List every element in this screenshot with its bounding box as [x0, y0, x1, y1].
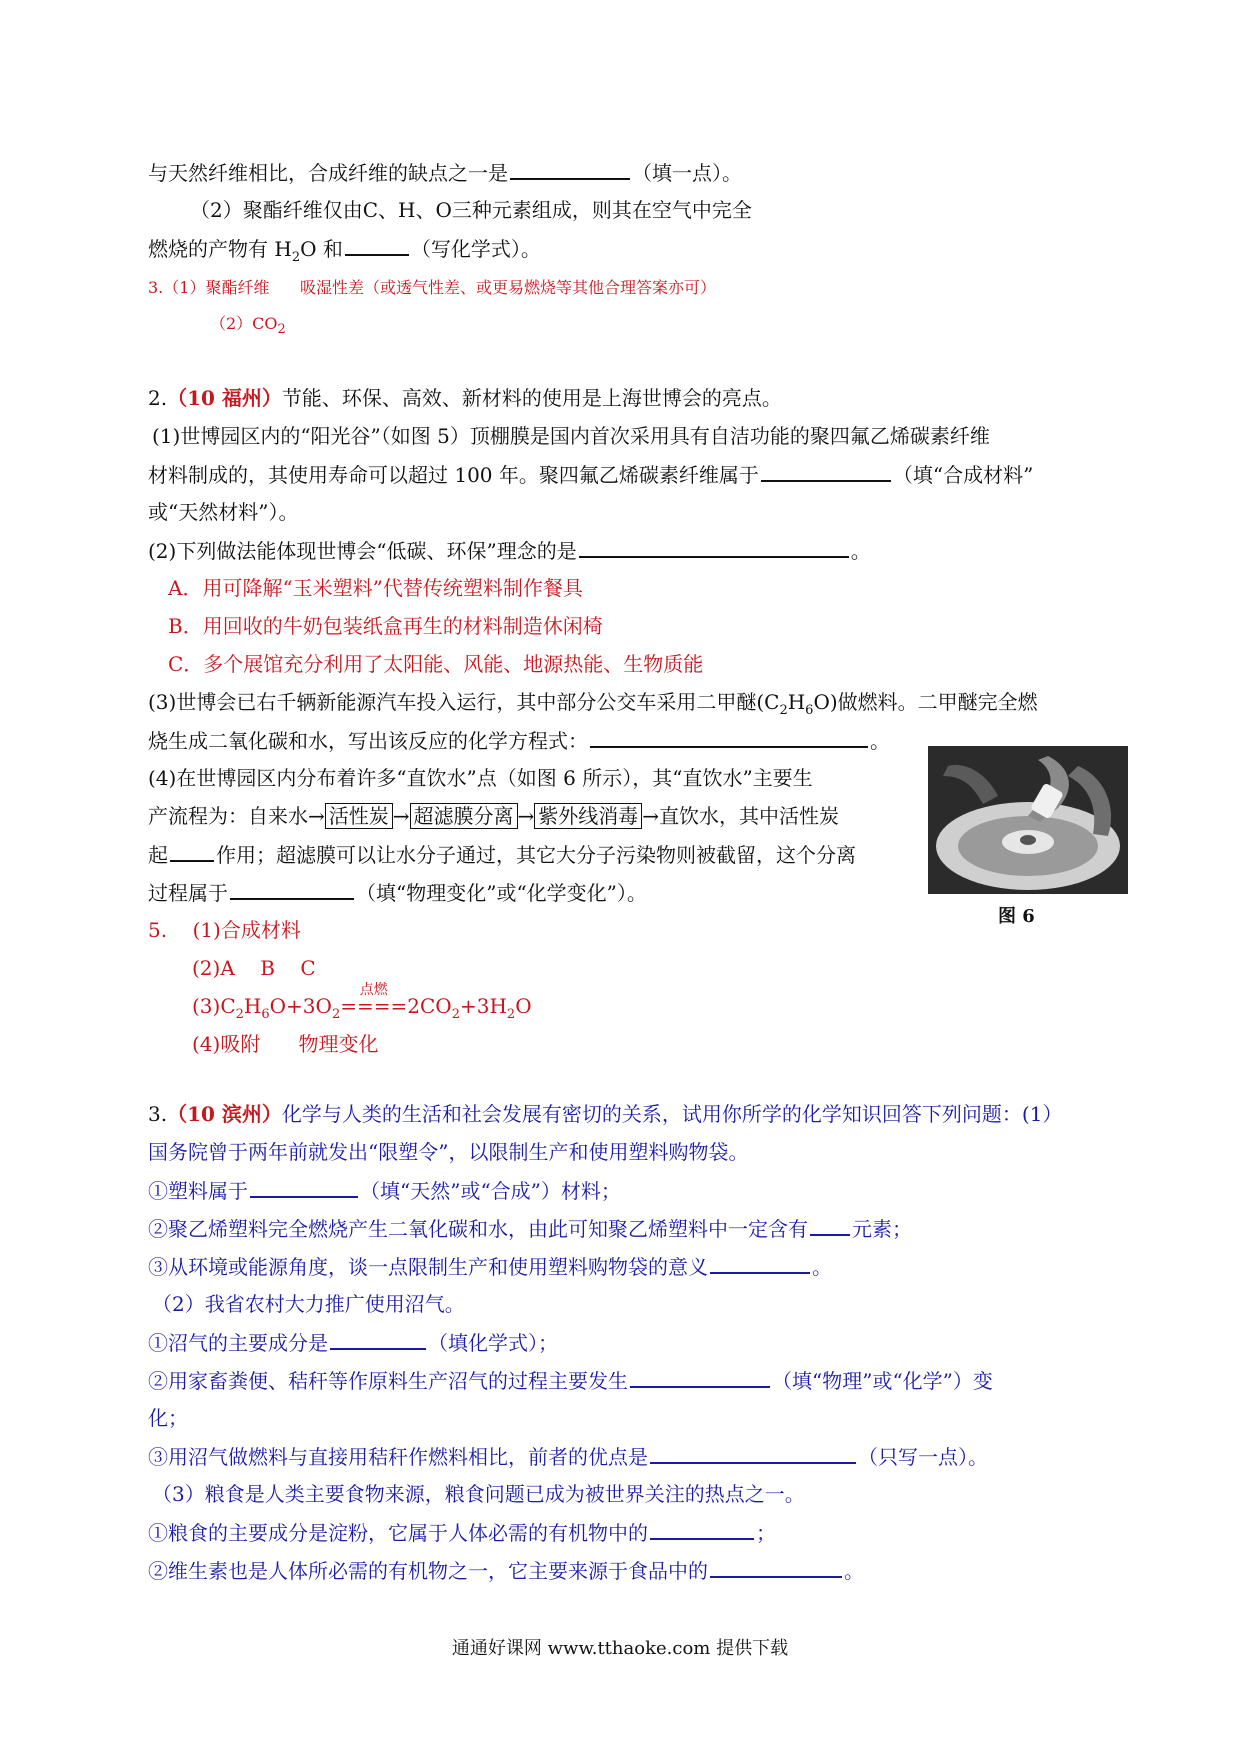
q2-answer-2	[192, 954, 316, 982]
q3-text: 。	[844, 1559, 864, 1583]
q1-line2	[190, 196, 752, 224]
q2-text: 。	[870, 729, 890, 753]
answer-blank	[579, 536, 849, 558]
q3-text: （3）粮食是人类主要食物来源，粮食问题已成为被世界关注的热点之一。	[152, 1482, 805, 1506]
q2-p1c	[148, 498, 298, 526]
source-tag: （10 滨州）	[167, 1102, 282, 1126]
q2-text: (3)世博会已右千辆新能源汽车投入运行，其中部分公交车采用二甲醚(C	[148, 690, 780, 714]
arrow-icon: →	[392, 804, 410, 828]
answer-blank	[230, 878, 354, 900]
q1-text: 与天然纤维相比，合成纤维的缺点之一是	[148, 161, 508, 185]
subscript: 2	[277, 322, 286, 338]
q3-text: ②用家畜粪便、秸秆等作原料生产沼气的过程主要发生	[148, 1369, 628, 1393]
q2-p2	[148, 536, 871, 565]
question-number: 3.	[148, 1102, 168, 1126]
q2-answer-3	[192, 982, 532, 1029]
q3-t1	[148, 1328, 558, 1357]
q1-text: （2）聚酯纤维仅由C、H、O三种元素组成，则其在空气中完全	[190, 198, 752, 222]
answer-text: O+3O	[269, 994, 332, 1018]
water-fountain-photo	[928, 746, 1128, 894]
subscript: 2	[779, 703, 788, 718]
arrow-icon: →	[308, 804, 325, 828]
q2-text: 过程属于	[148, 881, 228, 905]
q1-text: 燃烧的产物有 H	[148, 237, 292, 261]
q3-text: 国务院曾于两年前就发出“限塑令”，以限制生产和使用塑料购物袋。	[148, 1140, 749, 1164]
answer-number: 5.	[148, 918, 168, 942]
q2-p3a	[148, 688, 1038, 725]
q3-text: （填“天然”或“合成”）材料；	[360, 1179, 621, 1203]
figure-caption: 图 6	[998, 906, 1035, 927]
q2-option-c	[168, 650, 703, 678]
answer-blank	[810, 1214, 850, 1236]
q2-p3b	[148, 726, 890, 755]
source-tag: （10 福州）	[167, 386, 282, 410]
q3-text: （只写一点）。	[858, 1445, 988, 1469]
q3-text: 化学与人类的生活和社会发展有密切的关系，试用你所学的化学知识回答下列问题：(1）	[281, 1102, 1063, 1126]
q1-answer-1	[148, 274, 716, 302]
answer-blank	[710, 1556, 842, 1578]
q3-text: ①沼气的主要成分是	[148, 1331, 328, 1355]
answer-text: (4)吸附 物理变化	[192, 1032, 379, 1056]
process-box: 活性炭	[325, 803, 393, 829]
answer-blank	[710, 1252, 810, 1274]
q3-intro-b	[148, 1138, 748, 1166]
q2-text: 材料制成的，其使用寿命可以超过 100 年。聚四氟乙烯碳素纤维属于	[148, 463, 759, 487]
q2-p4c	[148, 840, 856, 869]
reaction-condition: 点燃	[359, 982, 388, 998]
arrow-icon: →	[517, 804, 535, 828]
q2-text: 产流程为：自来水	[148, 804, 308, 828]
q3-s1	[148, 1176, 621, 1205]
q3-t2c	[148, 1404, 188, 1432]
answer-text: (2)A B C	[192, 956, 316, 980]
q2-p1b	[148, 460, 1033, 489]
q3-p2	[152, 1290, 465, 1318]
q2-text: (4)在世博园区内分布着许多“直饮水”点（如图 6 所示），其“直饮水”主要生	[148, 766, 813, 790]
q2-text: （填“物理变化”或“化学变化”）。	[356, 881, 647, 905]
answer-blank	[630, 1366, 770, 1388]
figure-6-photo	[928, 746, 1128, 894]
answer-blank	[510, 158, 630, 180]
q2-option-b	[168, 612, 603, 640]
q3-s3	[148, 1252, 832, 1281]
process-box: 紫外线消毒	[534, 803, 642, 829]
answer-blank	[650, 1442, 856, 1464]
q2-text: 作用；超滤膜可以让水分子通过，其它大分子污染物则被截留，这个分离	[216, 843, 856, 867]
q3-text: （填化学式）；	[428, 1331, 558, 1355]
q2-text: （填“合成材料”	[892, 463, 1034, 487]
answer-text: 3.（1）聚酯纤维 吸湿性差（或透气性差、或更易燃烧等其他合理答案亦可）	[148, 278, 716, 297]
answer-text: +3H	[459, 994, 507, 1018]
option-text: A．用可降解“玉米塑料”代替传统塑料制作餐具	[168, 576, 583, 600]
q2-text: H	[787, 690, 806, 714]
q1-text: （填一点）。	[632, 161, 742, 185]
answer-text: O	[515, 994, 532, 1018]
answer-text: H	[243, 994, 262, 1018]
q1-text: （写化学式）。	[410, 237, 541, 261]
q3-text: ③从环境或能源角度，谈一点限制生产和使用塑料购物袋的意义	[148, 1255, 708, 1279]
q2-text: 烧生成二氧化碳和水，写出该反应的化学方程式：	[148, 729, 588, 753]
q3-text: （2）我省农村大力推广使用沼气。	[152, 1292, 465, 1316]
option-text: B．用回收的牛奶包装纸盒再生的材料制造休闲椅	[168, 614, 603, 638]
q2-text: (2)下列做法能体现世博会“低碳、环保”理念的是	[148, 539, 577, 563]
arrow-icon: →	[642, 804, 660, 828]
question-number: 2.	[148, 386, 168, 410]
q2-text: (1)世博园区内的“阳光谷”（如图 5）顶棚膜是国内首次采用具有自洁功能的聚四氟乙烯碳素纤维	[152, 424, 990, 448]
subscript: 2	[451, 1007, 460, 1022]
reaction-arrow	[340, 982, 408, 1020]
answer-text: （2）CO	[210, 314, 278, 333]
q3-text: （填“物理”或“化学”）变	[772, 1369, 993, 1393]
q3-text: ②维生素也是人体所必需的有机物之一，它主要来源于食品中的	[148, 1559, 708, 1583]
q2-option-a	[168, 574, 583, 602]
answer-blank	[650, 1518, 754, 1540]
subscript: 6	[805, 703, 814, 718]
q2-p1a	[152, 422, 990, 450]
answer-blank	[590, 726, 868, 748]
q3-text: 。	[812, 1255, 832, 1279]
answer-blank	[761, 460, 891, 482]
q2-answer-1	[148, 916, 301, 944]
q1-line1	[148, 158, 742, 187]
q3-text: ①塑料属于	[148, 1179, 248, 1203]
answer-blank	[330, 1328, 426, 1350]
q2-p4b	[148, 802, 839, 830]
q2-text: 或“天然材料”）。	[148, 500, 299, 524]
q1-line3	[148, 234, 541, 272]
q2-text: 。	[850, 539, 871, 563]
q3-text: 化；	[148, 1406, 188, 1430]
subscript: 2	[506, 1007, 516, 1022]
answer-text: (1)合成材料	[192, 918, 301, 942]
q3-text: ②聚乙烯塑料完全燃烧产生二氧化碳和水，由此可知聚乙烯塑料中一定含有	[148, 1217, 808, 1241]
page-footer: 通通好课网 www.tthaoke.com 提供下载	[451, 1638, 789, 1659]
q3-text: ；	[756, 1521, 776, 1545]
q3-intro-a	[148, 1100, 1062, 1128]
q1-text: O 和	[300, 237, 343, 261]
answer-blank	[250, 1176, 358, 1198]
q2-intro	[148, 384, 782, 412]
answer-blank	[170, 840, 214, 862]
q3-p3	[152, 1480, 805, 1508]
process-box: 超滤膜分离	[410, 803, 518, 829]
subscript: 6	[261, 1007, 270, 1022]
q2-answer-4	[192, 1030, 378, 1058]
option-text: C．多个展馆充分利用了太阳能、风能、地源热能、生物质能	[168, 652, 704, 676]
q3-text: 元素；	[852, 1217, 912, 1241]
q1-answer-2	[210, 310, 286, 344]
subscript: 2	[291, 250, 301, 265]
answer-blank	[345, 234, 409, 256]
equals-sign: ====	[340, 994, 408, 1018]
subscript: 2	[331, 1007, 341, 1022]
q2-p4a	[148, 764, 813, 792]
answer-text: 2CO	[407, 994, 452, 1018]
answer-text: (3)C	[192, 994, 236, 1018]
q3-text: ③用沼气做燃料与直接用秸秆作燃料相比，前者的优点是	[148, 1445, 648, 1469]
q3-t3	[148, 1442, 988, 1471]
q2-p4d	[148, 878, 647, 907]
subscript: 2	[235, 1007, 244, 1022]
q3-u1	[148, 1518, 776, 1547]
q2-text: 起	[148, 843, 168, 867]
q3-t2	[148, 1366, 993, 1395]
q2-text: 直饮水，其中活性炭	[659, 804, 840, 828]
q3-u2	[148, 1556, 864, 1585]
q3-text: ①粮食的主要成分是淀粉，它属于人体必需的有机物中的	[148, 1521, 648, 1545]
q2-text: O)做燃料。二甲醚完全燃	[813, 690, 1038, 714]
q3-s2	[148, 1214, 912, 1243]
q2-text: 节能、环保、高效、新材料的使用是上海世博会的亮点。	[281, 386, 782, 410]
